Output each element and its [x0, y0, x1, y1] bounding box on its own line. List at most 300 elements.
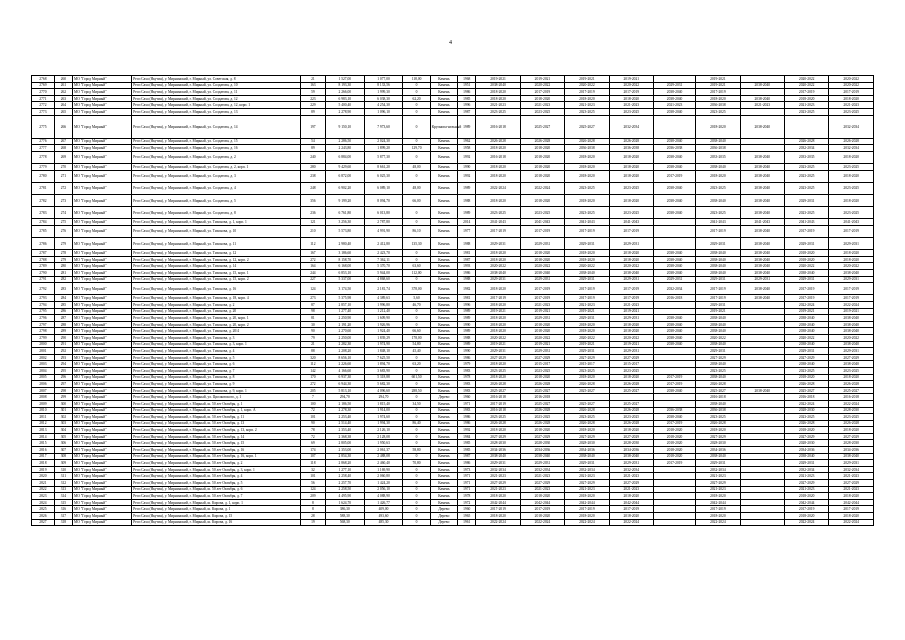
cell-living-area: 1 914,00 [364, 407, 403, 414]
cell-address: Респ Саха (Якутия), у. Мирнинский, г. Мирный, ул. Тихонова, д. 3 [132, 334, 301, 341]
cell-residents: 124 [300, 486, 325, 493]
cell-repair-period [740, 499, 784, 506]
cell-repair-period: 2018-2020 [565, 256, 609, 263]
cell-repair-period: 2021-2023 [476, 486, 520, 493]
cell-year-built: 1986 [458, 460, 476, 467]
cell-living-area: 2 787,80 [364, 219, 403, 226]
table-row [32, 466, 874, 473]
cell-address: Респ Саха (Якутия), у. Мирнинский, г. Мирный, ш. 50 лет Октября, д. 7 [132, 493, 301, 500]
cell-nonresidential-area: 70,80 [403, 460, 430, 467]
cell-repair-period: 2026-2028 [520, 407, 564, 414]
cell-repair-period: 2029-2031 [609, 238, 653, 250]
cell-repair-period: 2029-2031 [609, 348, 653, 355]
cell-repair-period: 2026-2028 [520, 381, 564, 388]
cell-residents: 205 [300, 387, 325, 394]
cell-repair-period: 2041-2043 [696, 219, 740, 226]
cell-year-built: 1960 [458, 394, 476, 401]
table-row [32, 381, 874, 388]
cell-repair-period: 2020-2022 [609, 82, 653, 89]
cell-row-number: 2809 [32, 400, 55, 407]
cell-nonresidential-area: 62,20 [403, 95, 430, 102]
cell-repair-period: 2023-2025 [829, 367, 874, 374]
cell-row-number: 2782 [32, 194, 55, 206]
cell-total-area: 2 243,80 [325, 145, 364, 152]
cell-repair-period: 2029-2031 [784, 276, 828, 283]
cell-repair-period: 2018-2020 [520, 493, 564, 500]
cell-repair-period: 2038-2040 [653, 138, 695, 145]
cell-year-built: 1989 [458, 315, 476, 322]
cell-residents: 240 [300, 151, 325, 163]
cell-residents: 56 [300, 480, 325, 487]
cell-repair-period: 2041-2043 [784, 219, 828, 226]
cell-repair-period [740, 321, 784, 328]
cell-nonresidential-area: 0 [403, 308, 430, 315]
cell-organization: МО "Город Мирный" [73, 115, 132, 138]
cell-row-number: 2803 [32, 361, 55, 368]
cell-residents: 101 [300, 414, 325, 421]
cell-living-area: 4 991,90 [364, 225, 403, 237]
cell-repair-period: 2018-2020 [609, 493, 653, 500]
cell-repair-period [653, 308, 695, 315]
cell-organization: МО "Город Мирный" [73, 270, 132, 277]
cell-repair-period: 2028-2030 [520, 440, 564, 447]
cell-address: Респ Саха (Якутия), у. Мирнинский, г. Мирный, ш. 50 лет Октября, д. 14 [132, 433, 301, 440]
cell-row-number: 2813 [32, 427, 55, 434]
cell-repair-period: 2022-2024 [565, 519, 609, 526]
cell-nonresidential-area: 0 [403, 427, 430, 434]
cell-wall-material: Камень [430, 321, 457, 328]
cell-year-built: 2014 [458, 219, 476, 226]
cell-repair-period: 2026-2028 [609, 138, 653, 145]
table-row [32, 163, 874, 170]
cell-repair-period: 2022-2024 [829, 400, 874, 407]
cell-total-area: 1 624,70 [325, 499, 364, 506]
cell-row-number: 2791 [32, 276, 55, 283]
cell-repair-period: 2018-2020 [696, 493, 740, 500]
cell-organization: МО "Город Мирный" [73, 513, 132, 520]
cell-repair-period: 2020-2022 [565, 82, 609, 89]
cell-row-number: 2771 [32, 95, 55, 102]
cell-index: 308 [54, 453, 72, 460]
cell-repair-period: 2032-2034 [696, 466, 740, 473]
cell-repair-period: 2025-2027 [520, 115, 564, 138]
cell-repair-period: 2025-2027 [565, 400, 609, 407]
cell-repair-period: 2032-2034 [476, 466, 520, 473]
cell-wall-material: Камень [430, 328, 457, 335]
table-row [32, 250, 874, 257]
table-row [32, 115, 874, 138]
table-row [32, 295, 874, 302]
cell-repair-period: 2038-2040 [740, 194, 784, 206]
cell-wall-material: Камень [430, 473, 457, 480]
cell-repair-period [653, 219, 695, 226]
cell-row-number: 2810 [32, 407, 55, 414]
cell-repair-period: 2018-2020 [476, 361, 520, 368]
cell-living-area: 2 128,08 [364, 433, 403, 440]
cell-repair-period: 2023-2025 [520, 207, 564, 219]
cell-repair-period: 2019-2021 [476, 341, 520, 348]
cell-index: 281 [54, 270, 72, 277]
cell-repair-period: 2018-2020 [476, 170, 520, 182]
cell-repair-period: 2018-2020 [520, 513, 564, 520]
cell-repair-period: 2017-2019 [609, 89, 653, 96]
cell-row-number: 2786 [32, 238, 55, 250]
cell-repair-period: 2036-2038 [565, 145, 609, 152]
cell-total-area: 6 884,00 [325, 151, 364, 163]
cell-nonresidential-area: 0 [403, 394, 430, 401]
cell-repair-period: 2023-2025 [784, 182, 828, 194]
cell-nonresidential-area: 0 [403, 480, 430, 487]
cell-wall-material: Камень [430, 499, 457, 506]
cell-repair-period: 2041-2043 [520, 219, 564, 226]
cell-repair-period: 2038-2040 [740, 115, 784, 138]
cell-repair-period: 2038-2040 [696, 374, 740, 381]
cell-index: 317 [54, 513, 72, 520]
cell-index: 275 [54, 219, 72, 226]
cell-repair-period: 2042-2044 [565, 499, 609, 506]
cell-year-built: 1960 [458, 506, 476, 513]
cell-nonresidential-area: 66,60 [403, 328, 430, 335]
cell-wall-material: Камень [430, 460, 457, 467]
cell-address: Респ Саха (Якутия), у. Мирнинский, г. Мирный, ул. Тихонова, д. 12 [132, 250, 301, 257]
cell-repair-period: 2021-2023 [609, 486, 653, 493]
cell-total-area: 2 186,50 [325, 400, 364, 407]
cell-repair-period: 2032-2034 [784, 145, 828, 152]
cell-repair-period: 2019-2021 [829, 308, 874, 315]
cell-row-number: 2769 [32, 82, 55, 89]
cell-repair-period: 2018-2020 [784, 256, 828, 263]
cell-repair-period: 2017-2019 [565, 506, 609, 513]
cell-repair-period: 2025-2027 [829, 387, 874, 394]
cell-repair-period: 2029-2031 [609, 315, 653, 322]
cell-living-area: 7 973,60 [364, 115, 403, 138]
cell-living-area: 8 661,20 [364, 163, 403, 170]
cell-nonresidential-area: 0 [403, 466, 430, 473]
cell-repair-period: 2018-2020 [565, 321, 609, 328]
cell-repair-period: 2017-2019 [784, 89, 828, 96]
cell-repair-period: 2038-2040 [653, 334, 695, 341]
cell-total-area: 8 193,30 [325, 82, 364, 89]
cell-repair-period: 2027-2029 [784, 433, 828, 440]
cell-row-number: 2818 [32, 460, 55, 467]
cell-organization: МО "Город Мирный" [73, 328, 132, 335]
cell-repair-period: 2017-2019 [476, 295, 520, 302]
cell-repair-period [653, 499, 695, 506]
cell-nonresidential-area: 48,00 [403, 182, 430, 194]
table-row [32, 328, 874, 335]
cell-repair-period: 2041-2043 [565, 219, 609, 226]
cell-nonresidential-area: 0 [403, 499, 430, 506]
table-row [32, 321, 874, 328]
table-row [32, 302, 874, 309]
cell-year-built: 1987 [458, 256, 476, 263]
cell-repair-period: 2018-2020 [653, 447, 695, 454]
cell-address: Респ Саха (Якутия), у. Мирнинский, г. Мирный, ул. Циолковского, д. 1 [132, 394, 301, 401]
table-row [32, 276, 874, 283]
cell-repair-period: 2021-2023 [520, 486, 564, 493]
table-row [32, 453, 874, 460]
cell-total-area: 6 983,10 [325, 95, 364, 102]
cell-residents: 320 [300, 354, 325, 361]
cell-repair-period: 2017-2019 [565, 283, 609, 295]
cell-living-area: 1 426,77 [364, 499, 403, 506]
cell-wall-material: Камень [430, 219, 457, 226]
cell-repair-period: 2029-2031 [476, 348, 520, 355]
cell-repair-period: 2018-2020 [784, 95, 828, 102]
cell-repair-period [740, 407, 784, 414]
cell-organization: МО "Город Мирный" [73, 182, 132, 194]
cell-address: Респ Саха (Якутия), у. Мирнинский, г. Мирный, ул. Солдатова, д. 15 [132, 138, 301, 145]
cell-living-area: 1 609,90 [364, 315, 403, 322]
cell-repair-period: 2029-2031 [520, 276, 564, 283]
cell-total-area: 2 868,20 [325, 460, 364, 467]
cell-repair-period: 2018-2020 [476, 163, 520, 170]
cell-nonresidential-area: 66,00 [403, 194, 430, 206]
cell-address: Респ Саха (Якутия), у. Мирнинский, г. Мирный, ул. Тихонова, д. 20, корп. 1 [132, 315, 301, 322]
cell-repair-period: 2029-2031 [696, 460, 740, 467]
cell-total-area: 2 270,60 [325, 328, 364, 335]
cell-repair-period: 2028-2030 [829, 407, 874, 414]
cell-year-built: 1989 [458, 182, 476, 194]
cell-year-built: 1961 [458, 519, 476, 526]
cell-index: 285 [54, 302, 72, 309]
cell-year-built: 1993 [458, 263, 476, 270]
cell-repair-period: 2027-2029 [829, 433, 874, 440]
cell-repair-period: 2029-2031 [696, 238, 740, 250]
table-row [32, 89, 874, 96]
cell-living-area: 1 926,96 [364, 321, 403, 328]
cell-repair-period: 2020-2022 [829, 334, 874, 341]
cell-repair-period: 2029-2031 [520, 315, 564, 322]
cell-address: Респ Саха (Якутия), у. Мирнинский, г. Мирный, ш. Кирова, д. 15 [132, 513, 301, 520]
cell-repair-period: 2021-2023 [565, 486, 609, 493]
cell-repair-period: 2021-2023 [784, 486, 828, 493]
cell-year-built: 1986 [458, 414, 476, 421]
cell-organization: МО "Город Мирный" [73, 354, 132, 361]
cell-nonresidential-area: 0 [403, 433, 430, 440]
cell-living-area: 8 133,56 [364, 82, 403, 89]
cell-repair-period: 2018-2020 [653, 440, 695, 447]
cell-address: Респ Саха (Якутия), у. Мирнинский, г. Мирный, ул. Тихонова, д. 8 [132, 374, 301, 381]
cell-repair-period [653, 506, 695, 513]
cell-organization: МО "Город Мирный" [73, 194, 132, 206]
cell-row-number: 2798 [32, 328, 55, 335]
cell-repair-period: 2042-2044 [696, 499, 740, 506]
cell-total-area: 1 277,40 [325, 308, 364, 315]
cell-total-area: 2 253,40 [325, 414, 364, 421]
cell-repair-period [740, 354, 784, 361]
table-row [32, 270, 874, 277]
cell-repair-period: 2026-2028 [829, 420, 874, 427]
cell-residents: 229 [300, 102, 325, 109]
cell-repair-period [740, 367, 784, 374]
cell-repair-period: 2038-2040 [696, 321, 740, 328]
cell-index: 315 [54, 499, 72, 506]
cell-repair-period: 2018-2020 [609, 256, 653, 263]
cell-total-area: 2 250,00 [325, 334, 364, 341]
cell-total-area: 5 573,80 [325, 225, 364, 237]
cell-repair-period: 2034-2036 [520, 447, 564, 454]
cell-living-area: 1 839,29 [364, 334, 403, 341]
cell-wall-material: Дерево [430, 394, 457, 401]
cell-repair-period: 2019-2021 [696, 308, 740, 315]
cell-repair-period: 2020-2022 [565, 263, 609, 270]
cell-repair-period: 2023-2025 [696, 414, 740, 421]
cell-repair-period: 2038-2040 [696, 163, 740, 170]
cell-repair-period: 2018-2020 [520, 145, 564, 152]
cell-organization: МО "Город Мирный" [73, 225, 132, 237]
cell-index: 262 [54, 89, 72, 96]
cell-repair-period: 2029-2031 [476, 276, 520, 283]
cell-row-number: 2785 [32, 225, 55, 237]
cell-repair-period: 2020-2022 [520, 82, 564, 89]
cell-row-number: 2814 [32, 433, 55, 440]
cell-nonresidential-area: 0 [403, 89, 430, 96]
cell-repair-period: 2020-2022 [520, 263, 564, 270]
cell-repair-period: 2021-2023 [829, 486, 874, 493]
cell-repair-period: 2025-2027 [609, 387, 653, 394]
cell-repair-period: 2017-2019 [696, 506, 740, 513]
cell-wall-material: Камень [430, 341, 457, 348]
cell-index: 284 [54, 295, 72, 302]
cell-organization: МО "Город Мирный" [73, 447, 132, 454]
cell-wall-material: Камень [430, 263, 457, 270]
cell-address: Респ Саха (Якутия), у. Мирнинский, г. Мирный, ул. Солдатова, д. 5 [132, 194, 301, 206]
cell-repair-period: 2032-2034 [829, 145, 874, 152]
cell-repair-period: 2027-2029 [696, 354, 740, 361]
cell-repair-period: 2028-2030 [565, 440, 609, 447]
cell-address: Респ Саха (Якутия), у. Мирнинский, г. Мирный, ул. Советская, д. 8 [132, 76, 301, 83]
cell-year-built: 1978 [458, 374, 476, 381]
cell-repair-period: 2017-2019 [476, 400, 520, 407]
cell-repair-period: 2018-2020 [476, 315, 520, 322]
cell-repair-period: 2029-2031 [740, 276, 784, 283]
cell-repair-period: 2038-2040 [784, 453, 828, 460]
cell-index: 278 [54, 250, 72, 257]
cell-nonresidential-area: 0 [403, 440, 430, 447]
cell-repair-period: 2018-2020 [696, 427, 740, 434]
cell-address: Респ Саха (Якутия), у. Мирнинский, г. Мирный, ул. Тихонова, д. 15, корп. 2 [132, 276, 301, 283]
cell-year-built: 1988 [458, 194, 476, 206]
cell-residents: 210 [300, 225, 325, 237]
cell-repair-period: 2029-2031 [696, 276, 740, 283]
cell-address: Респ Саха (Якутия), у. Мирнинский, г. Мирный, ул. Тихонова, д. 10 [132, 225, 301, 237]
cell-repair-period: 2020-2022 [784, 334, 828, 341]
cell-address: Респ Саха (Якутия), у. Мирнинский, г. Мирный, ул. Солдатова, д. 2, корп. 1 [132, 163, 301, 170]
cell-total-area: 6 902,20 [325, 182, 364, 194]
cell-nonresidential-area: 0 [403, 493, 430, 500]
cell-repair-period: 2023-2025 [784, 163, 828, 170]
cell-repair-period: 2017-2019 [520, 283, 564, 295]
cell-address: Респ Саха (Якутия), у. Мирнинский, г. Мирный, ул. Тихонова, д. 20 [132, 308, 301, 315]
cell-repair-period [740, 394, 784, 401]
cell-repair-period: 2018-2020 [520, 151, 564, 163]
cell-address: Респ Саха (Якутия), у. Мирнинский, г. Мирный, ул. Солдатова, д. 8 [132, 207, 301, 219]
cell-repair-period [565, 394, 609, 401]
table-row [32, 308, 874, 315]
cell-repair-period: 2025-2027 [476, 387, 520, 394]
cell-total-area: 2 286,50 [325, 138, 364, 145]
cell-total-area: 2 353,40 [325, 427, 364, 434]
cell-repair-period: 2038-2040 [565, 270, 609, 277]
cell-repair-period [740, 493, 784, 500]
cell-living-area: 6 013,80 [364, 207, 403, 219]
cell-repair-period: 2038-2040 [696, 263, 740, 270]
table-row [32, 256, 874, 263]
cell-living-area: 2 412,80 [364, 238, 403, 250]
cell-living-area: 2 024,30 [364, 138, 403, 145]
cell-repair-period [653, 473, 695, 480]
cell-repair-period: 2038-2040 [829, 361, 874, 368]
cell-nonresidential-area: 5,60 [403, 295, 430, 302]
cell-wall-material: Камень [430, 466, 457, 473]
cell-year-built: 1983 [458, 367, 476, 374]
cell-year-built: 1989 [458, 308, 476, 315]
cell-residents: 107 [300, 453, 325, 460]
cell-residents: 223 [300, 95, 325, 102]
cell-nonresidential-area: 0 [403, 453, 430, 460]
cell-index: 299 [54, 394, 72, 401]
cell-address: Респ Саха (Якутия), у. Мирнинский, г. Мирный, ул. Солдатова, д. 13 [132, 108, 301, 115]
table-row [32, 499, 874, 506]
cell-repair-period: 2019-2021 [520, 308, 564, 315]
cell-index: 304 [54, 427, 72, 434]
cell-total-area: 9 429,60 [325, 163, 364, 170]
table-row [32, 225, 874, 237]
cell-address: Респ Саха (Якутия), у. Мирнинский, г. Мирный, ул. Тихонова, д. 1, корп. 1 [132, 219, 301, 226]
cell-organization: МО "Город Мирный" [73, 460, 132, 467]
cell-total-area: 2 257,70 [325, 480, 364, 487]
cell-repair-period [653, 367, 695, 374]
cell-address: Респ Саха (Якутия), у. Мирнинский, г. Мирный, ш. 50 лет Октября, д. 13 [132, 420, 301, 427]
cell-repair-period: 2021-2023 [520, 102, 564, 109]
cell-repair-period: 2023-2025 [829, 108, 874, 115]
cell-repair-period: 2038-2040 [696, 341, 740, 348]
cell-repair-period: 2020-2022 [696, 334, 740, 341]
cell-living-area: 5 877,30 [364, 151, 403, 163]
cell-year-built: 1981 [458, 295, 476, 302]
cell-repair-period: 2028-2030 [696, 440, 740, 447]
cell-row-number: 2817 [32, 453, 55, 460]
cell-repair-period: 2025-2027 [565, 387, 609, 394]
cell-repair-period: 2038-2040 [609, 453, 653, 460]
cell-living-area: 1 096,10 [364, 108, 403, 115]
cell-total-area: 2 278,90 [325, 108, 364, 115]
cell-repair-period: 2018-2020 [784, 374, 828, 381]
cell-repair-period: 2018-2020 [565, 250, 609, 257]
cell-repair-period: 2022-2024 [784, 400, 828, 407]
cell-repair-period: 2038-2040 [696, 138, 740, 145]
cell-index: 261 [54, 82, 72, 89]
cell-repair-period: 2017-2019 [829, 225, 874, 237]
cell-residents: 32 [300, 466, 325, 473]
cell-wall-material: Крупнопа-нельный [430, 115, 457, 138]
cell-residents: 78 [300, 427, 325, 434]
cell-wall-material: Камень [430, 76, 457, 83]
cell-organization: МО "Город Мирный" [73, 381, 132, 388]
cell-repair-period: 2038-2040 [740, 238, 784, 250]
cell-repair-period: 2020-2022 [476, 263, 520, 270]
cell-wall-material: Камень [430, 225, 457, 237]
cell-living-area: 6 038,30 [364, 95, 403, 102]
cell-repair-period: 2027-2029 [696, 480, 740, 487]
cell-repair-period: 2027-2029 [565, 433, 609, 440]
cell-living-area: 6 089,10 [364, 182, 403, 194]
cell-repair-period [653, 238, 695, 250]
cell-residents: 81 [300, 315, 325, 322]
cell-repair-period: 2038-2040 [696, 256, 740, 263]
cell-repair-period: 2034-2036 [565, 447, 609, 454]
